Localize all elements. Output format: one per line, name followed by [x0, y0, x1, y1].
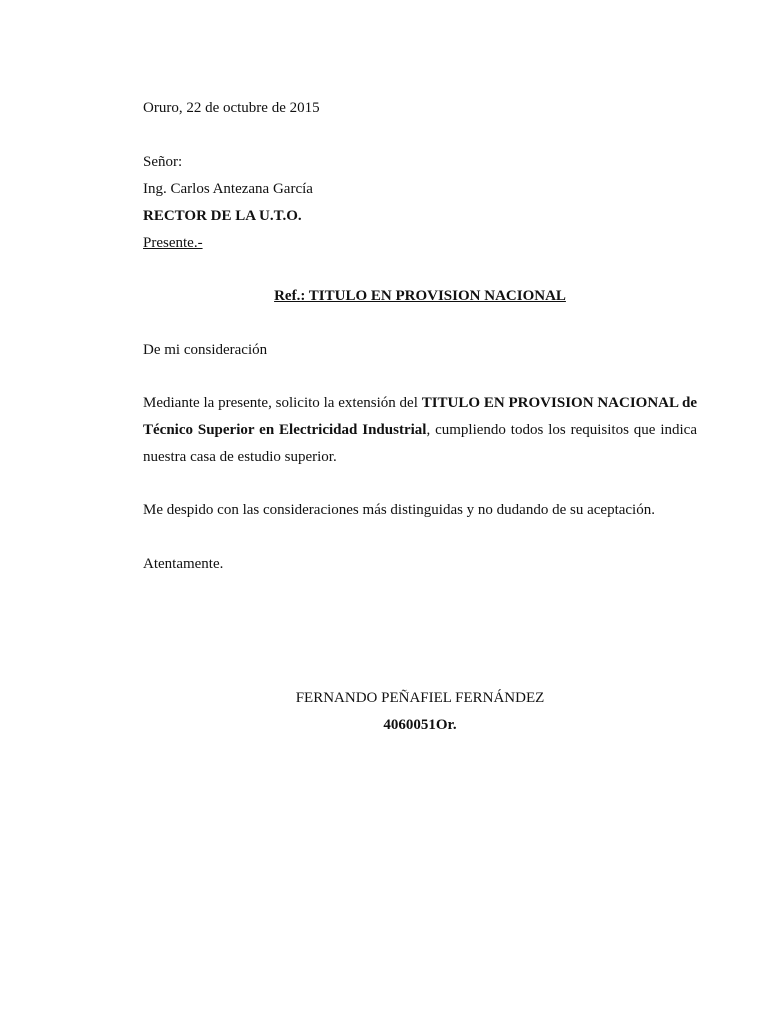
closing: Atentamente. — [143, 556, 224, 572]
reference-line: Ref.: TITULO EN PROVISION NACIONAL — [274, 288, 566, 304]
recipient-title: RECTOR DE LA U.T.O. — [143, 208, 302, 224]
farewell: Me despido con las consideraciones más distinguidas y no dudando de su aceptación. — [143, 502, 655, 518]
signer-name: FERNANDO PEÑAFIEL FERNÁNDEZ — [295, 690, 545, 706]
presente-line: Presente.- — [143, 235, 203, 251]
signer-id: 4060051Or. — [383, 717, 457, 733]
body-bold-title: TITULO EN PROVISION NACIONAL de Técnico Superior en Electricidad Industrial — [143, 395, 698, 438]
letter-date: Oruro, 22 de octubre de 2015 — [143, 100, 320, 116]
recipient-name: Ing. Carlos Antezana García — [143, 181, 313, 197]
body-paragraph — [143, 390, 697, 471]
greeting: De mi consideración — [143, 342, 268, 358]
salutation: Señor: — [143, 154, 183, 170]
body-rest: , cumpliendo todos los requisitos que indica nuestra casa de estudio superior. — [143, 422, 697, 465]
body-intro: Mediante la presente, solicito la extensión del — [143, 395, 422, 411]
